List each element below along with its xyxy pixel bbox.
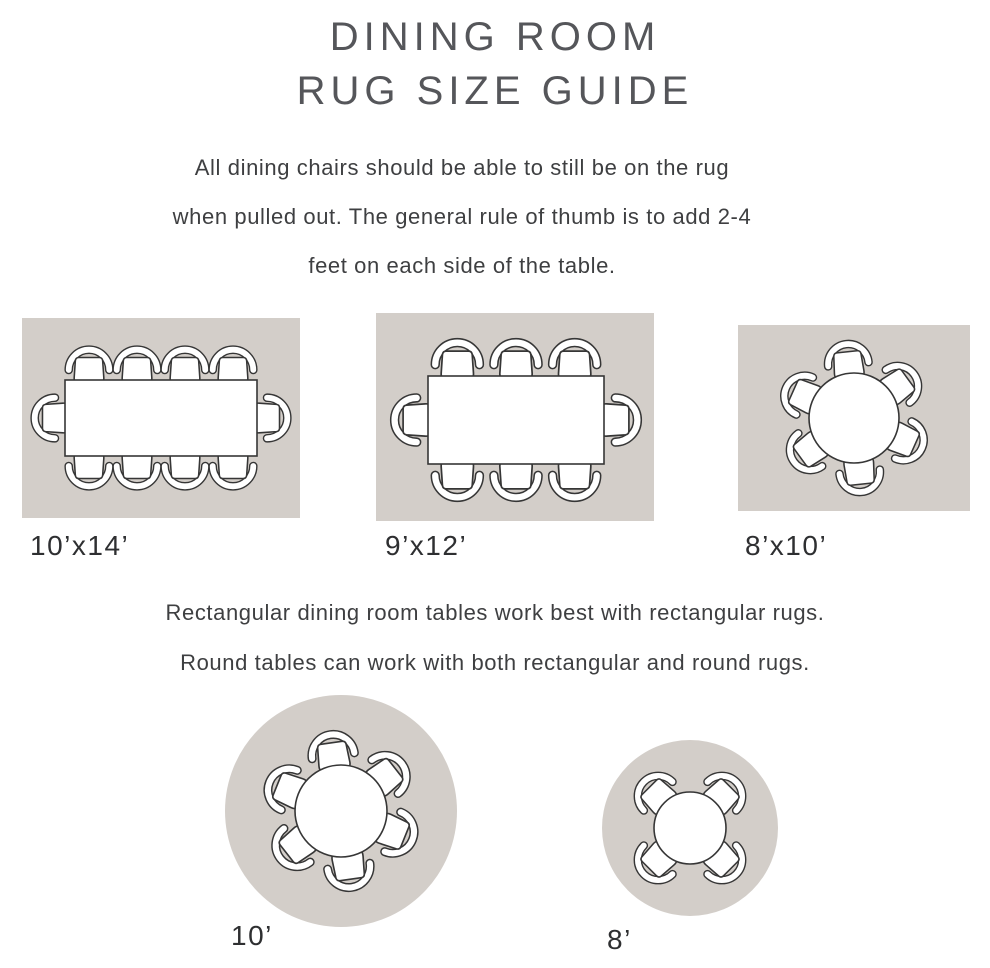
- rug-size-label-8x10: 8’x10’: [745, 530, 828, 561]
- dining-table: [654, 792, 726, 864]
- dining-table: [809, 373, 899, 463]
- rug-size-label-round-8: 8’: [607, 924, 632, 955]
- rug-diagram-round-10: [225, 695, 457, 932]
- rug-round-10-svg: [225, 695, 457, 927]
- rug-8x10-svg: [738, 325, 970, 511]
- intro-line-1: All dining chairs should be able to still be on the rug: [194, 155, 730, 180]
- rug-diagram-10x14: [22, 318, 300, 523]
- rug-diagram-round-8: [602, 740, 778, 921]
- dining-table: [295, 765, 387, 857]
- intro-line-3: feet on each side of the table.: [308, 253, 616, 278]
- dining-table: [428, 376, 604, 464]
- note-line-1: Rectangular dining room tables work best with rectangular rugs.: [165, 600, 825, 625]
- rug-10x14-svg: [22, 318, 300, 518]
- rug-9x12-svg: [376, 313, 654, 521]
- page-title-line-2: RUG SIZE GUIDE: [296, 69, 694, 113]
- dining-table: [65, 380, 257, 456]
- intro-paragraph: [0, 143, 924, 290]
- intro-line-2: when pulled out. The general rule of thumb is to add 2-4: [172, 204, 752, 229]
- rug-size-label-10x14: 10’x14’: [30, 530, 130, 561]
- note-line-2: Round tables can work with both rectangular and round rugs.: [180, 650, 810, 675]
- page-title: [0, 10, 990, 118]
- rug-size-label-9x12: 9’x12’: [385, 530, 468, 561]
- rug-size-label-round-10: 10’: [231, 920, 273, 951]
- rug-diagram-9x12: [376, 313, 654, 526]
- page-title-line-1: DINING ROOM: [329, 15, 661, 59]
- note-paragraph: [0, 588, 990, 688]
- rug-diagram-8x10: [738, 325, 970, 516]
- rug-round-8-svg: [602, 740, 778, 916]
